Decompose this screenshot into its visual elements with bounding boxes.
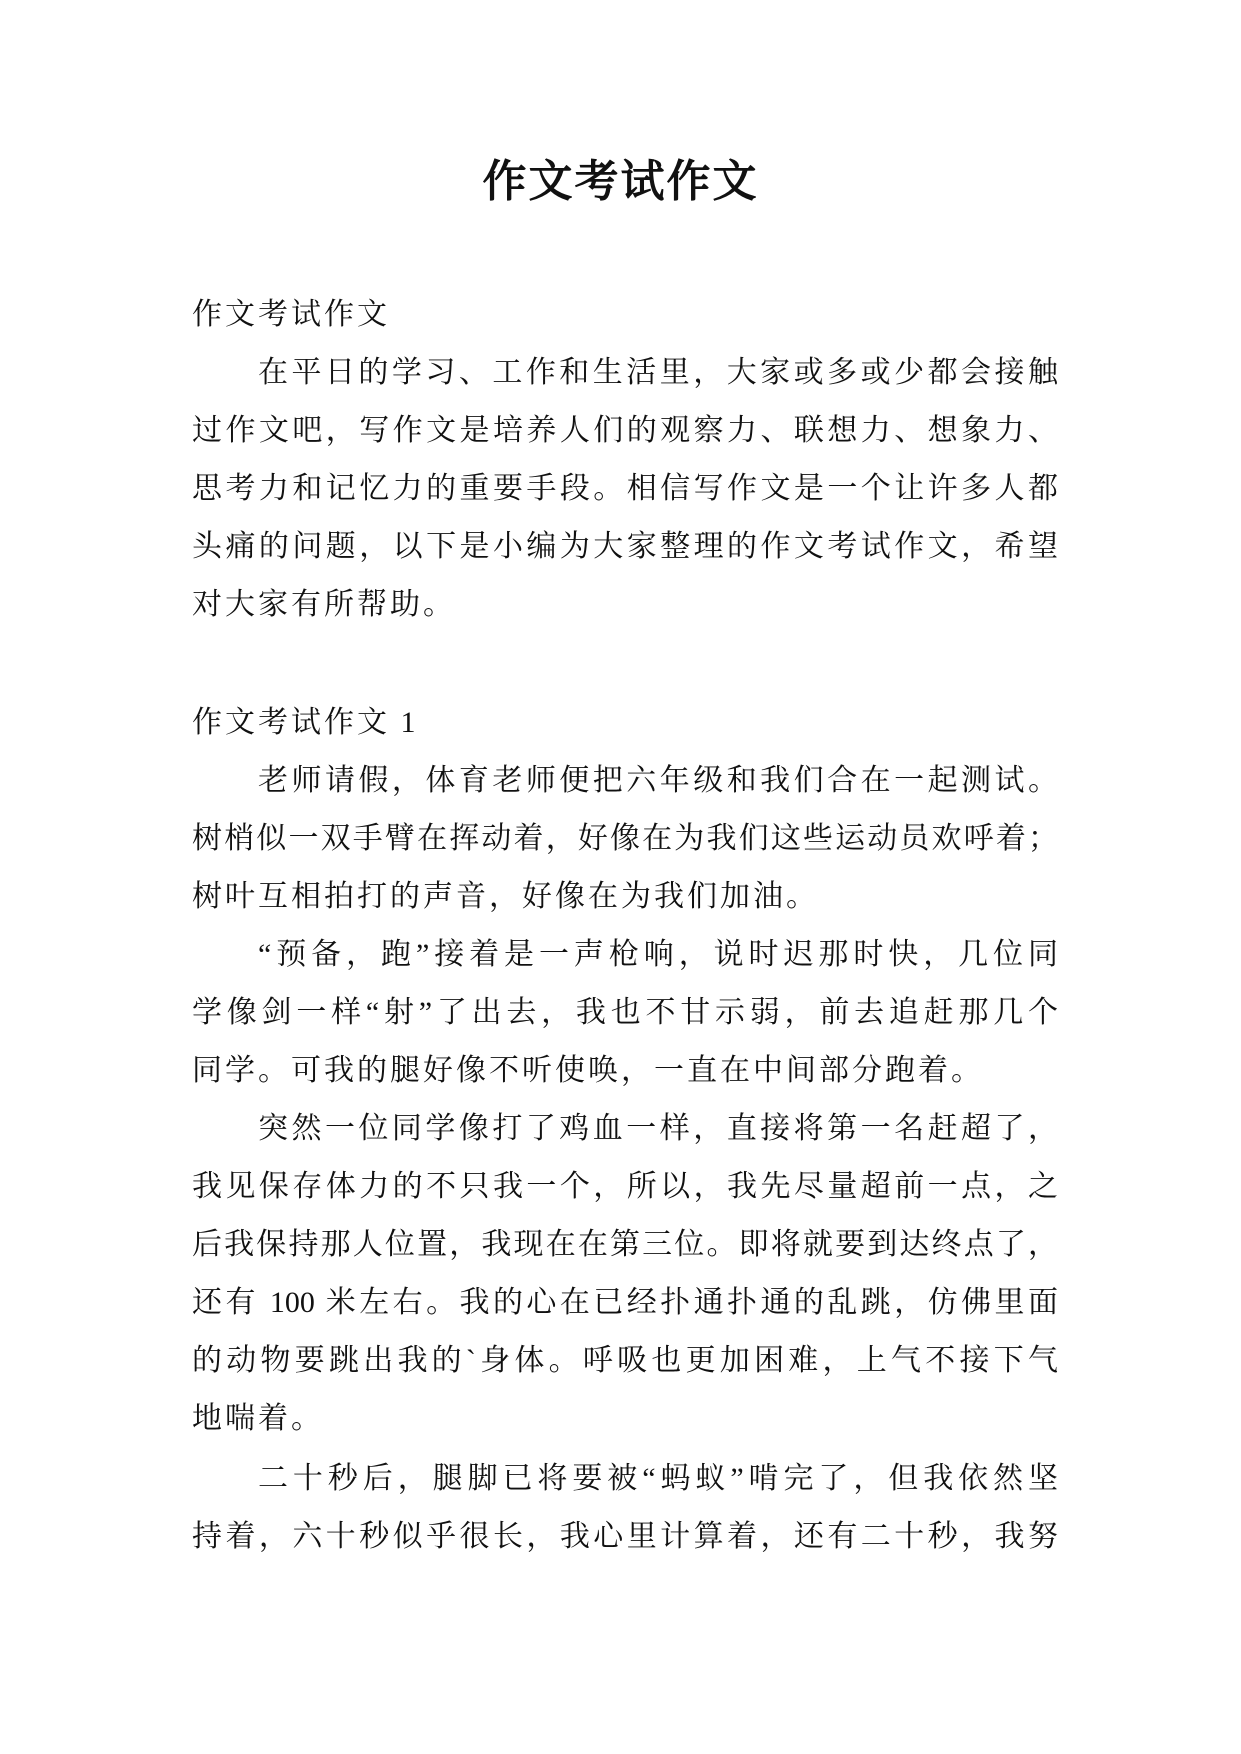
essay-paragraph (192, 752, 1058, 926)
paragraph-line: “预备，跑”接着是一声枪响，说时迟那时快，几位同 (258, 938, 1058, 971)
paragraph-line: 还有 100 米左右。我的心在已经扑通扑通的乱跳，仿佛里面 (192, 1286, 1058, 1319)
document-body (192, 286, 1058, 1566)
essay-paragraph (192, 926, 1058, 1100)
paragraph-line: 对大家有所帮助。 (192, 588, 456, 621)
section-spacer (192, 634, 1058, 694)
paragraph-line: 的动物要跳出我的`身体。呼吸也更加困难，上气不接下气 (192, 1344, 1058, 1377)
intro-paragraph (192, 344, 1058, 634)
page-title: 作文考试作文 (482, 157, 759, 206)
paragraph-line: 后我保持那人位置，我现在在第三位。即将就要到达终点了， (192, 1228, 1058, 1261)
paragraph-line: 树梢似一双手臂在挥动着，好像在为我们这些运动员欢呼着； (192, 822, 1058, 855)
paragraph-line: 思考力和记忆力的重要手段。相信写作文是一个让许多人都 (192, 472, 1058, 505)
paragraph-line: 树叶互相拍打的声音，好像在为我们加油。 (192, 880, 819, 913)
paragraph-line: 地喘着。 (192, 1402, 324, 1435)
paragraph-line: 在平日的学习、工作和生活里，大家或多或少都会接触 (258, 356, 1058, 389)
paragraph-line: 过作文吧，写作文是培养人们的观察力、联想力、想象力、 (192, 414, 1058, 447)
paragraph-line: 头痛的问题，以下是小编为大家整理的作文考试作文，希望 (192, 530, 1058, 563)
essay-paragraph (192, 1450, 1058, 1566)
essay-heading: 作文考试作文 1 (192, 706, 419, 739)
paragraph-line: 我见保存体力的不只我一个，所以，我先尽量超前一点，之 (192, 1170, 1058, 1203)
paragraph-line: 同学。可我的腿好像不听使唤，一直在中间部分跑着。 (192, 1054, 984, 1087)
intro-heading: 作文考试作文 (192, 298, 390, 331)
paragraph-line: 持着，六十秒似乎很长，我心里计算着，还有二十秒，我努 (192, 1520, 1058, 1553)
paragraph-line: 学像剑一样“射”了出去，我也不甘示弱，前去追赶那几个 (192, 996, 1058, 1029)
paragraph-line: 突然一位同学像打了鸡血一样，直接将第一名赶超了， (258, 1112, 1058, 1145)
essay-paragraph (192, 1100, 1058, 1448)
paragraph-line: 老师请假，体育老师便把六年级和我们合在一起测试。 (258, 764, 1058, 797)
paragraph-line: 二十秒后，腿脚已将要被“蚂蚁”啃完了，但我依然坚 (258, 1462, 1058, 1495)
